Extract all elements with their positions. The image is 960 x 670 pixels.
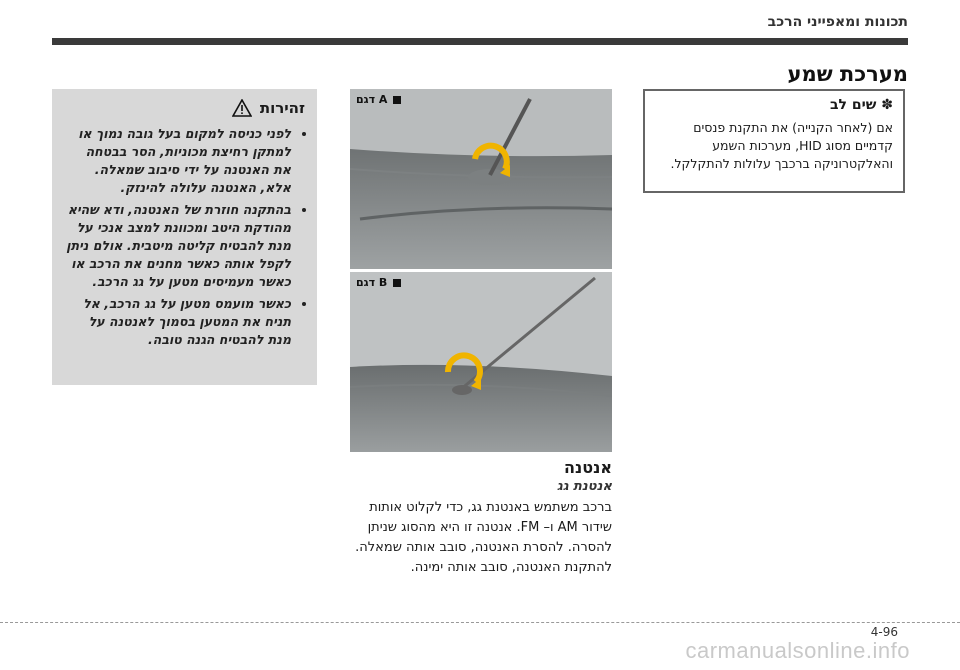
warning-triangle-icon	[232, 99, 252, 117]
figure-label-a: דגם A	[356, 93, 388, 106]
antenna-title: אנטנה	[563, 458, 612, 477]
antenna-subtitle: אנטנת גג	[556, 479, 612, 494]
square-icon	[393, 279, 401, 287]
caution-title: זהירות	[259, 99, 305, 117]
info-title: ✽ שים לב	[830, 97, 893, 113]
figure-model-b	[350, 272, 612, 452]
watermark: carmanualsonline.info	[685, 638, 910, 663]
figure-model-a	[350, 89, 612, 269]
info-box	[643, 89, 905, 193]
car-roof-illustration-b	[350, 272, 612, 452]
antenna-block	[350, 458, 612, 578]
caution-item: • כאשר מועמס מטען על גג הרכב, אל תניח את המטען בסמוך לאנטנה על מנת להבטיח הגנה טובה.	[66, 295, 291, 349]
caution-box	[52, 89, 317, 385]
car-roof-illustration-a	[350, 89, 612, 269]
info-text: אם (לאחר הקנייה) את התקנת פנסים קדמיים מסוג HID, מערכות השמע והאלקטרוניקה ברכבך עלולות להתקלקל.	[670, 120, 893, 171]
caution-item: • לפני כניסה למקום בעל גובה נמוך או למתקן רחיצת מכוניות, הסר בבטחה את האנטנה על ידי סיבוב שמאלה. אלא, האנטנה עלולה להינזק.	[66, 125, 291, 197]
header-title: תכונות ומאפייני הרכב	[767, 14, 908, 30]
square-icon	[393, 96, 401, 104]
caution-item: • בהתקנה חוזרת של האנטנה, ודא שהיא מהודקת היטב ומכוונת למצב אנכי על מנת להבטיח קליטה מיטבית. אולם ניתן לקפל אותה כאשר מחנים את הרכב או כאשר מעמיסים מטען על גג הרכב.	[66, 201, 291, 291]
section-title: מערכת שמע	[787, 62, 908, 86]
header-bar	[52, 38, 908, 45]
page-number: 4-96	[870, 625, 898, 639]
antenna-text: ברכב משתמש באנטנת גג, כדי לקלוט אותות שידור AM ו– FM. אנטנה זו היא מהסוג שניתן להסרה. להסרת האנטנה, סובב אותה שמאלה. להתקנת האנטנה, סובב אותה ימינה.	[355, 500, 612, 575]
footer-line	[0, 622, 960, 623]
figure-label-b: דגם B	[356, 276, 388, 289]
caution-list	[66, 125, 305, 349]
